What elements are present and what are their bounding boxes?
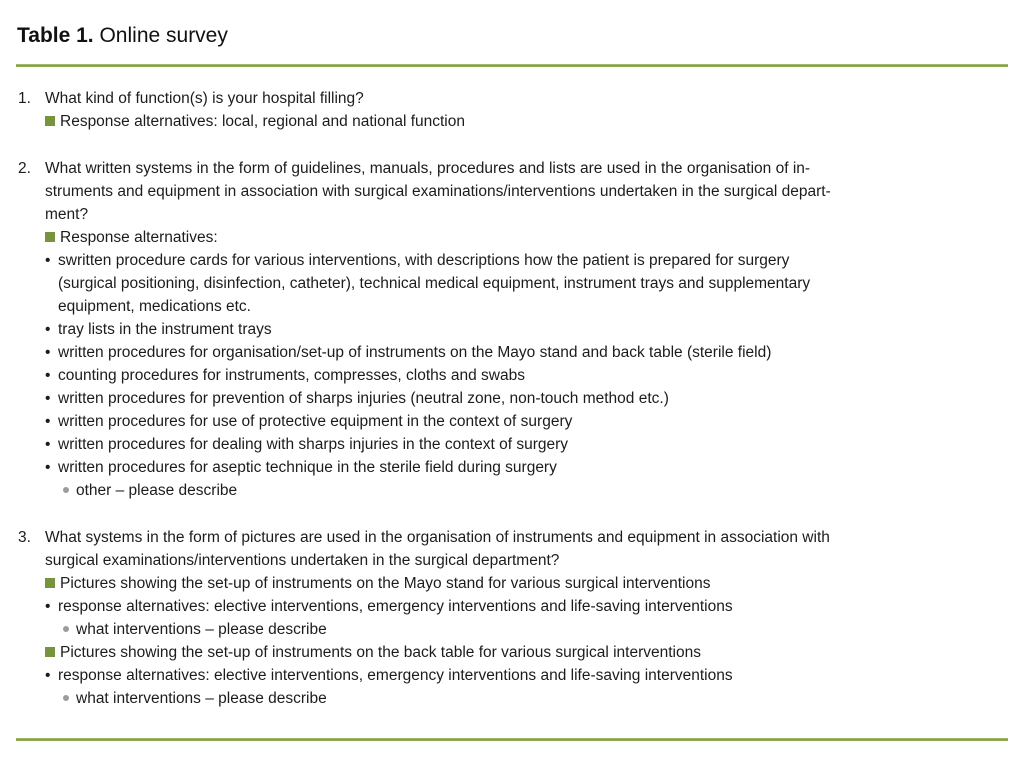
list-item [45,387,1008,410]
dot-bullet-icon: • [45,667,51,684]
item-text-line: written procedures for use of protective equipment in the context of surgery [58,413,573,430]
item-text-line: swritten procedure cards for various interventions, with descriptions how the patient is prepared for surgery [58,252,790,269]
list-item [45,341,1008,364]
bottom-divider-rule [16,738,1008,741]
dot-bullet-icon: • [45,436,51,453]
list-item [45,456,1008,479]
square-bullet-icon [45,578,55,588]
question-text-line: struments and equipment in association with surgical examinations/interventions undertaken in the surgical depart- [45,183,831,200]
sub-bullet-icon [63,487,69,493]
top-divider-rule [16,64,1008,67]
question-1 [18,87,1008,133]
item-text-line: equipment, medications etc. [58,298,251,315]
list-item [45,595,1008,618]
survey-content [18,87,1008,734]
question-number: 3. [18,529,31,546]
table-title-number: Table 1. [17,24,94,47]
square-bullet-icon [45,647,55,657]
item-text-line: Pictures showing the set-up of instruments on the Mayo stand for various surgical interventions [60,575,711,592]
table-title [17,22,228,50]
item-text-line: Pictures showing the set-up of instruments on the back table for various surgical interventions [60,644,701,661]
item-text-line: response alternatives: elective interventions, emergency interventions and life-saving interventions [58,667,733,684]
list-item [45,249,1008,318]
item-text-line: what interventions – please describe [76,621,327,638]
question-text-line: What written systems in the form of guidelines, manuals, procedures and lists are used in the organisation of in- [45,160,811,177]
dot-bullet-icon: • [45,252,51,269]
item-text-line: response alternatives: elective interventions, emergency interventions and life-saving interventions [58,598,733,615]
dot-bullet-icon: • [45,344,51,361]
item-text-line: Response alternatives: local, regional and national function [60,113,465,130]
list-item [45,226,1008,249]
dot-bullet-icon: • [45,321,51,338]
sub-bullet-icon [63,695,69,701]
square-bullet-icon [45,116,55,126]
item-text-line: other – please describe [76,482,238,499]
sub-list-item [45,687,1008,710]
item-text-line: what interventions – please describe [76,690,327,707]
dot-bullet-icon: • [45,367,51,384]
list-item [45,410,1008,433]
list-item [45,641,1008,664]
dot-bullet-icon: • [45,390,51,407]
list-item [45,572,1008,595]
item-text-line: Response alternatives: [60,229,218,246]
question-3 [18,526,1008,710]
item-text-line: written procedures for organisation/set-up of instruments on the Mayo stand and back table (sterile field) [58,344,772,361]
list-item [45,433,1008,456]
list-item [45,318,1008,341]
item-text-line: written procedures for dealing with sharps injuries in the context of surgery [58,436,569,453]
list-item [45,110,1008,133]
question-text-line: ment? [45,206,89,223]
question-2 [18,157,1008,502]
square-bullet-icon [45,232,55,242]
table-title-text: Online survey [93,24,228,47]
item-text-line: tray lists in the instrument trays [58,321,272,338]
question-text-line: surgical examinations/interventions undertaken in the surgical department? [45,552,560,569]
question-text-line: What kind of function(s) is your hospital filling? [45,90,364,107]
item-text-line: counting procedures for instruments, compresses, cloths and swabs [58,367,525,384]
list-item [45,664,1008,687]
sub-bullet-icon [63,626,69,632]
question-number: 1. [18,90,31,107]
list-item [45,364,1008,387]
dot-bullet-icon: • [45,598,51,615]
item-text-line: written procedures for aseptic technique in the sterile field during surgery [58,459,557,476]
item-text-line: (surgical positioning, disinfection, catheter), technical medical equipment, instrument trays and supplementary [58,275,811,292]
sub-list-item [45,479,1008,502]
dot-bullet-icon: • [45,459,51,476]
sub-list-item [45,618,1008,641]
item-text-line: written procedures for prevention of sharps injuries (neutral zone, non-touch method etc.) [58,390,669,407]
dot-bullet-icon: • [45,413,51,430]
question-number: 2. [18,160,31,177]
question-text-line: What systems in the form of pictures are used in the organisation of instruments and equipment in association with [45,529,830,546]
